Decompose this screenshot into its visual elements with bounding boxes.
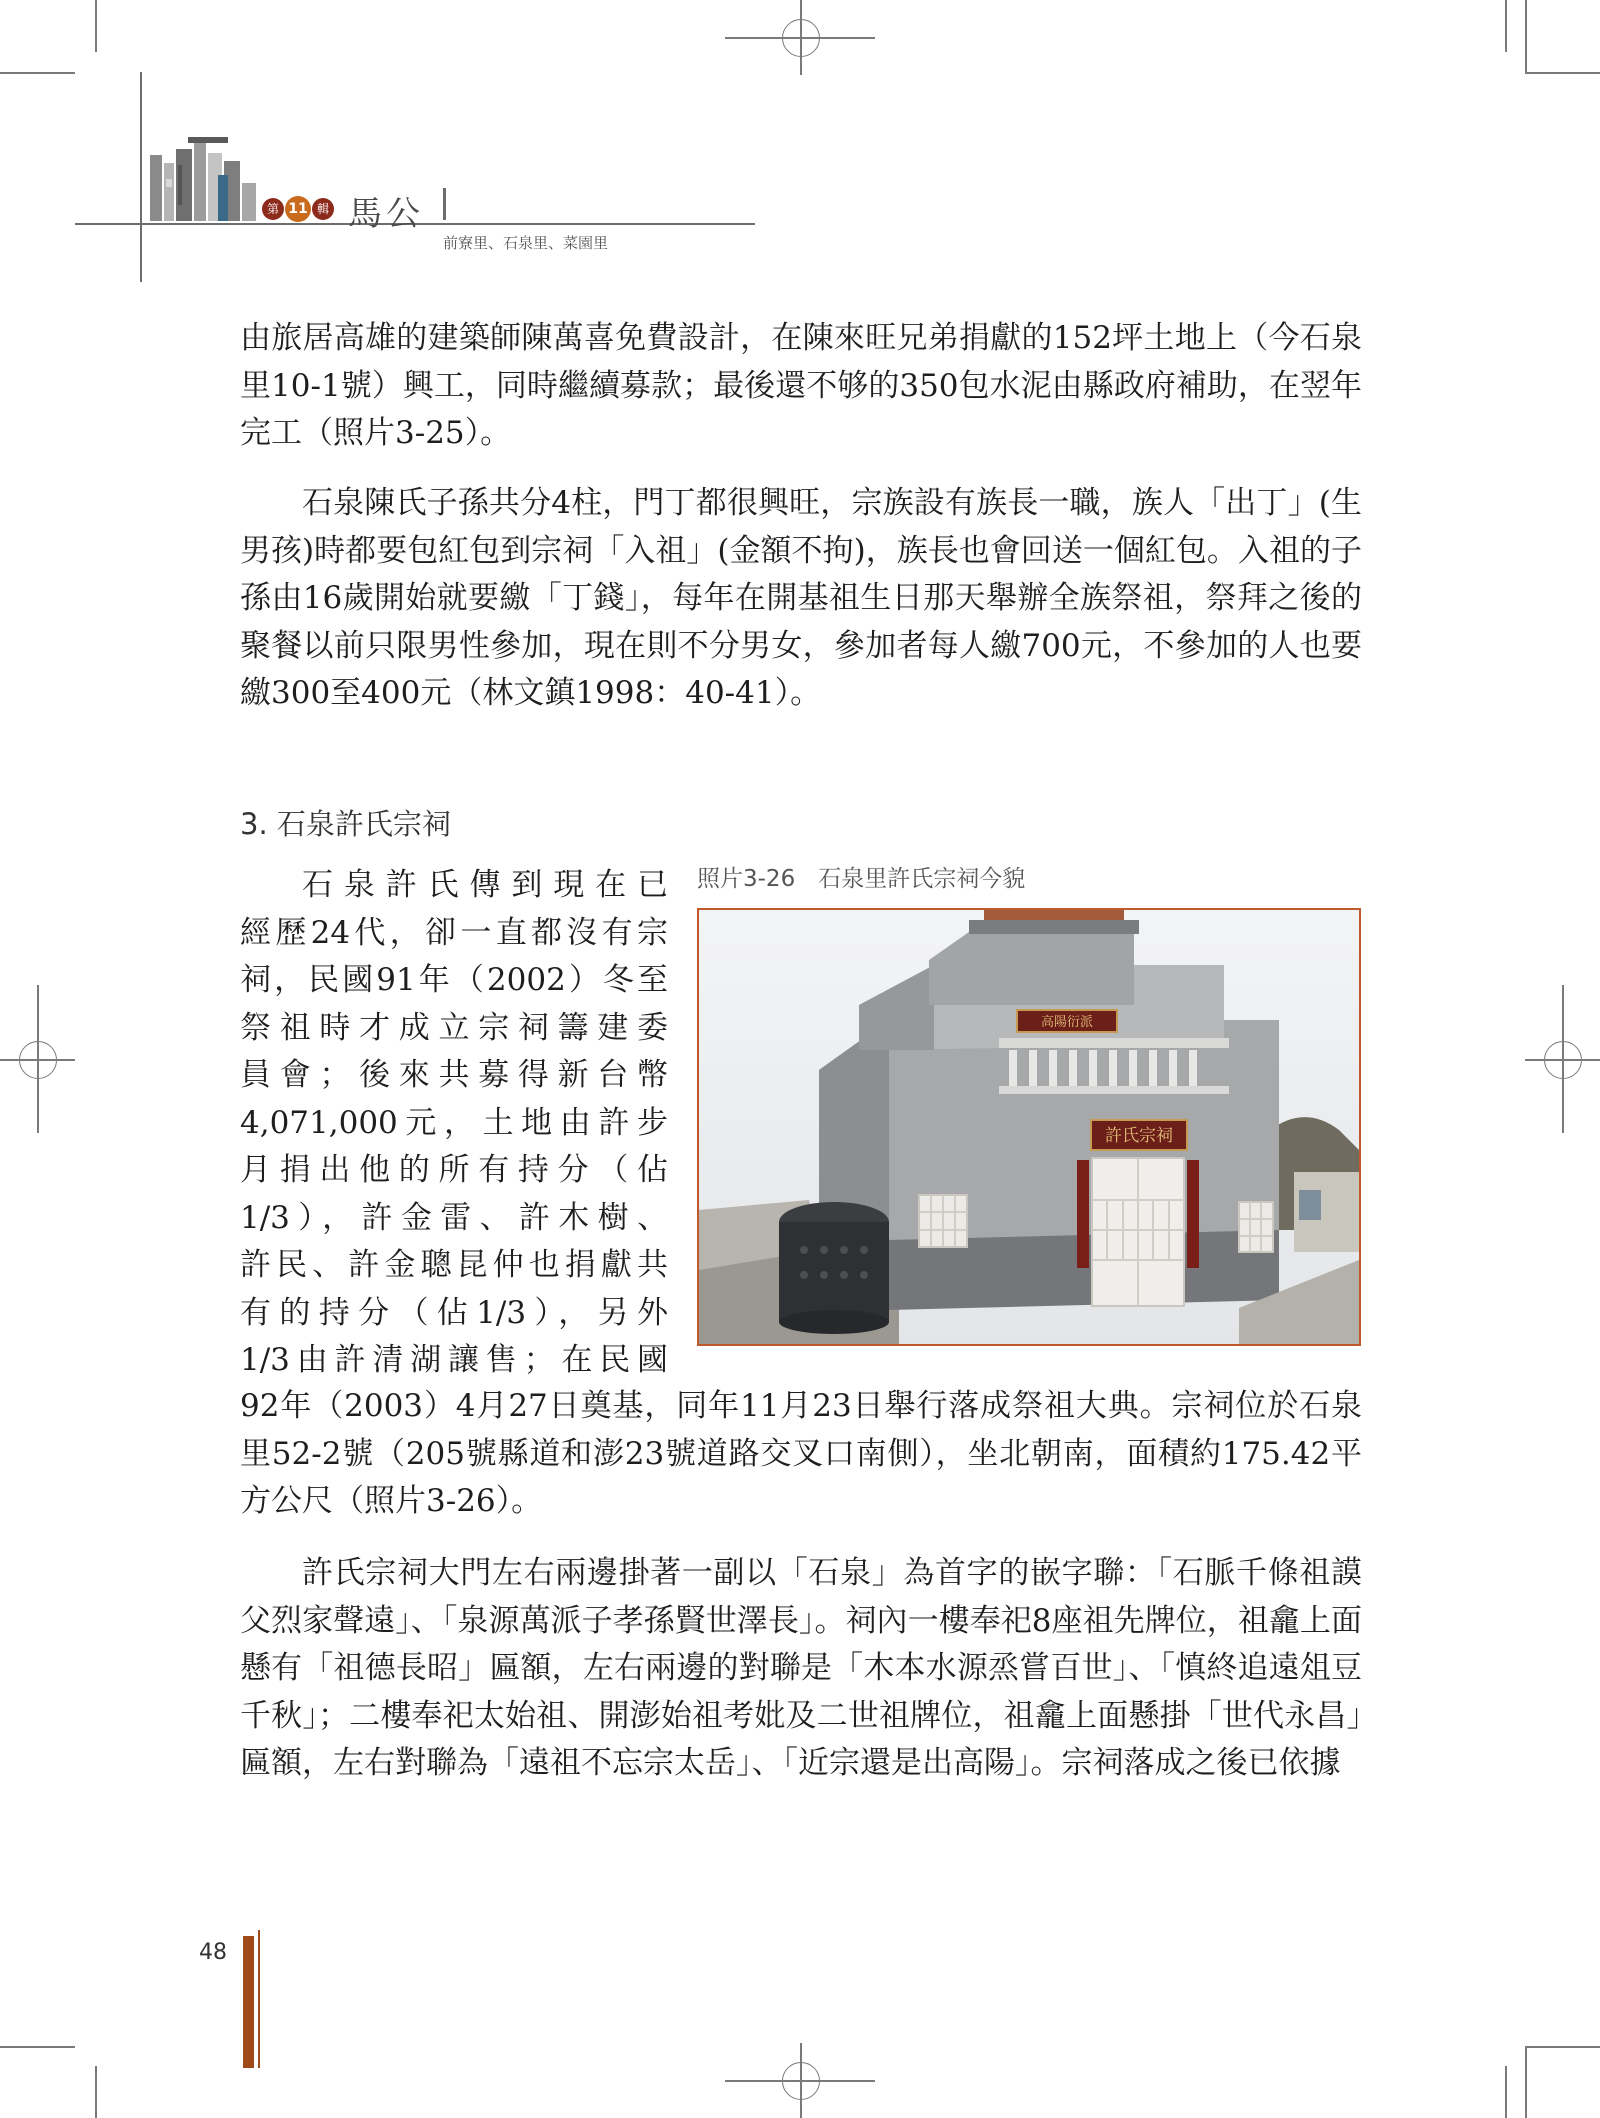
text-line: 許民、許金聰昆仲也捐獻共 — [240, 1247, 668, 1283]
crop-mark — [0, 2046, 75, 2048]
paragraph-3-text: 92年（2003）4月27日奠基，同年11月23日舉行落成祭祖大典。宗祠位於石泉里52-2號（205號縣道和澎23號道路交叉口南側），坐北朝南，面積約175.42平方公尺（照片3-26）。 — [240, 1388, 1362, 1519]
section-heading: 3. 石泉許氏宗祠 — [240, 807, 451, 841]
ancestral-hall-photo — [697, 908, 1361, 1346]
crop-mark — [95, 2066, 97, 2118]
photo-caption: 照片3-26 石泉里許氏宗祠今貌 — [697, 866, 1026, 892]
text-line: 有的持分（佔1/3），另外 — [240, 1294, 668, 1331]
header-subtitle: 前寮里、石泉里、菜園里 — [443, 234, 609, 252]
series-title: 馬公 — [348, 194, 424, 234]
registration-circle — [1544, 1041, 1582, 1079]
text-line: 1/3），許金雷、許木樹、 — [240, 1199, 668, 1236]
crop-mark — [1505, 2066, 1507, 2118]
badge-number: 11 — [285, 196, 311, 222]
paragraph-3-continued — [240, 1383, 1362, 1526]
paragraph-1 — [240, 315, 1362, 458]
ancestral-hall-illustration — [699, 910, 1359, 1344]
header-vertical-rule — [140, 72, 142, 282]
paragraph-4 — [240, 1550, 1362, 1788]
upper-plaque-text: 高陽衍派 — [1040, 1015, 1094, 1030]
archway-logo-icon — [148, 135, 258, 223]
paragraph-2-text: 石泉陳氏子孫共分4柱，門丁都很興旺，宗族設有族長一職，族人「出丁」(生男孩)時都要包紅包到宗祠「入祖」(金額不拘)，族長也會回送一個紅包。入祖的子孫由16歲開始就要繳「丁錢」，每年在開基祖生日那天舉辦全族祭祖，祭拜之後的聚餐以前只限男性參加，現在則不分男女，參加者每人繳700元，不參加的人也要繳300至400元（林文鎮1998：40-41）。 — [240, 485, 1362, 711]
registration-circle — [782, 2062, 820, 2100]
paragraph-1-text: 由旅居高雄的建築師陳萬喜免費設計，在陳來旺兄弟捐獻的152坪土地上（今石泉里10-1號）興工，同時繼續募款；最後還不够的350包水泥由縣政府補助，在翌年完工（照片3-25）。 — [240, 320, 1362, 451]
volume-badge — [262, 196, 334, 222]
text-line: 1/3由許清湖讓售；在民國 — [240, 1342, 668, 1378]
text-line: 月捐出他的所有持分（佔 — [240, 1152, 668, 1188]
text-line: 祠，民國91年（2002）冬至 — [240, 962, 668, 998]
badge-suffix: 輯 — [312, 198, 334, 220]
crop-mark — [1525, 2046, 1527, 2118]
text-line: 石泉許氏傳到現在已 — [302, 867, 668, 903]
main-plaque-text: 許氏宗祠 — [1105, 1126, 1173, 1146]
paragraph-4-text: 許氏宗祠大門左右兩邊掛著一副以「石泉」為首字的嵌字聯：「石脈千條祖謨父烈家聲遠」、「泉源萬派子孝孫賢世澤長」。祠內一樓奉祀8座祖先牌位，祖龕上面懸有「祖德長昭」匾額，左右兩邊的對聯是「木本水源烝嘗百世」、「慎終追遠俎豆千秋」；二樓奉祀太始祖、開澎始祖考妣及二世祖牌位，祖龕上面懸掛「世代永昌」匾額，左右對聯為「遠祖不忘宗太岳」、「近宗還是出高陽」。宗祠落成之後已依據 — [240, 1555, 1362, 1781]
text-line: 經歷24代，卻一直都沒有宗 — [240, 914, 668, 951]
page-accent-line — [258, 1930, 260, 2068]
title-divider — [443, 188, 446, 220]
page-accent-bar — [243, 1936, 254, 2068]
left-column-text — [240, 862, 668, 1385]
running-header — [0, 0, 1600, 260]
text-line: 4,071,000元，土地由許步 — [240, 1104, 668, 1141]
text-line: 員會；後來共募得新台幣 — [240, 1057, 668, 1093]
badge-prefix: 第 — [262, 198, 284, 220]
text-line: 祭祖時才成立宗祠籌建委 — [240, 1009, 668, 1046]
paragraph-2 — [240, 480, 1362, 718]
registration-circle — [19, 1041, 57, 1079]
page-number: 48 — [199, 1940, 227, 1965]
crop-mark — [1525, 2046, 1600, 2048]
